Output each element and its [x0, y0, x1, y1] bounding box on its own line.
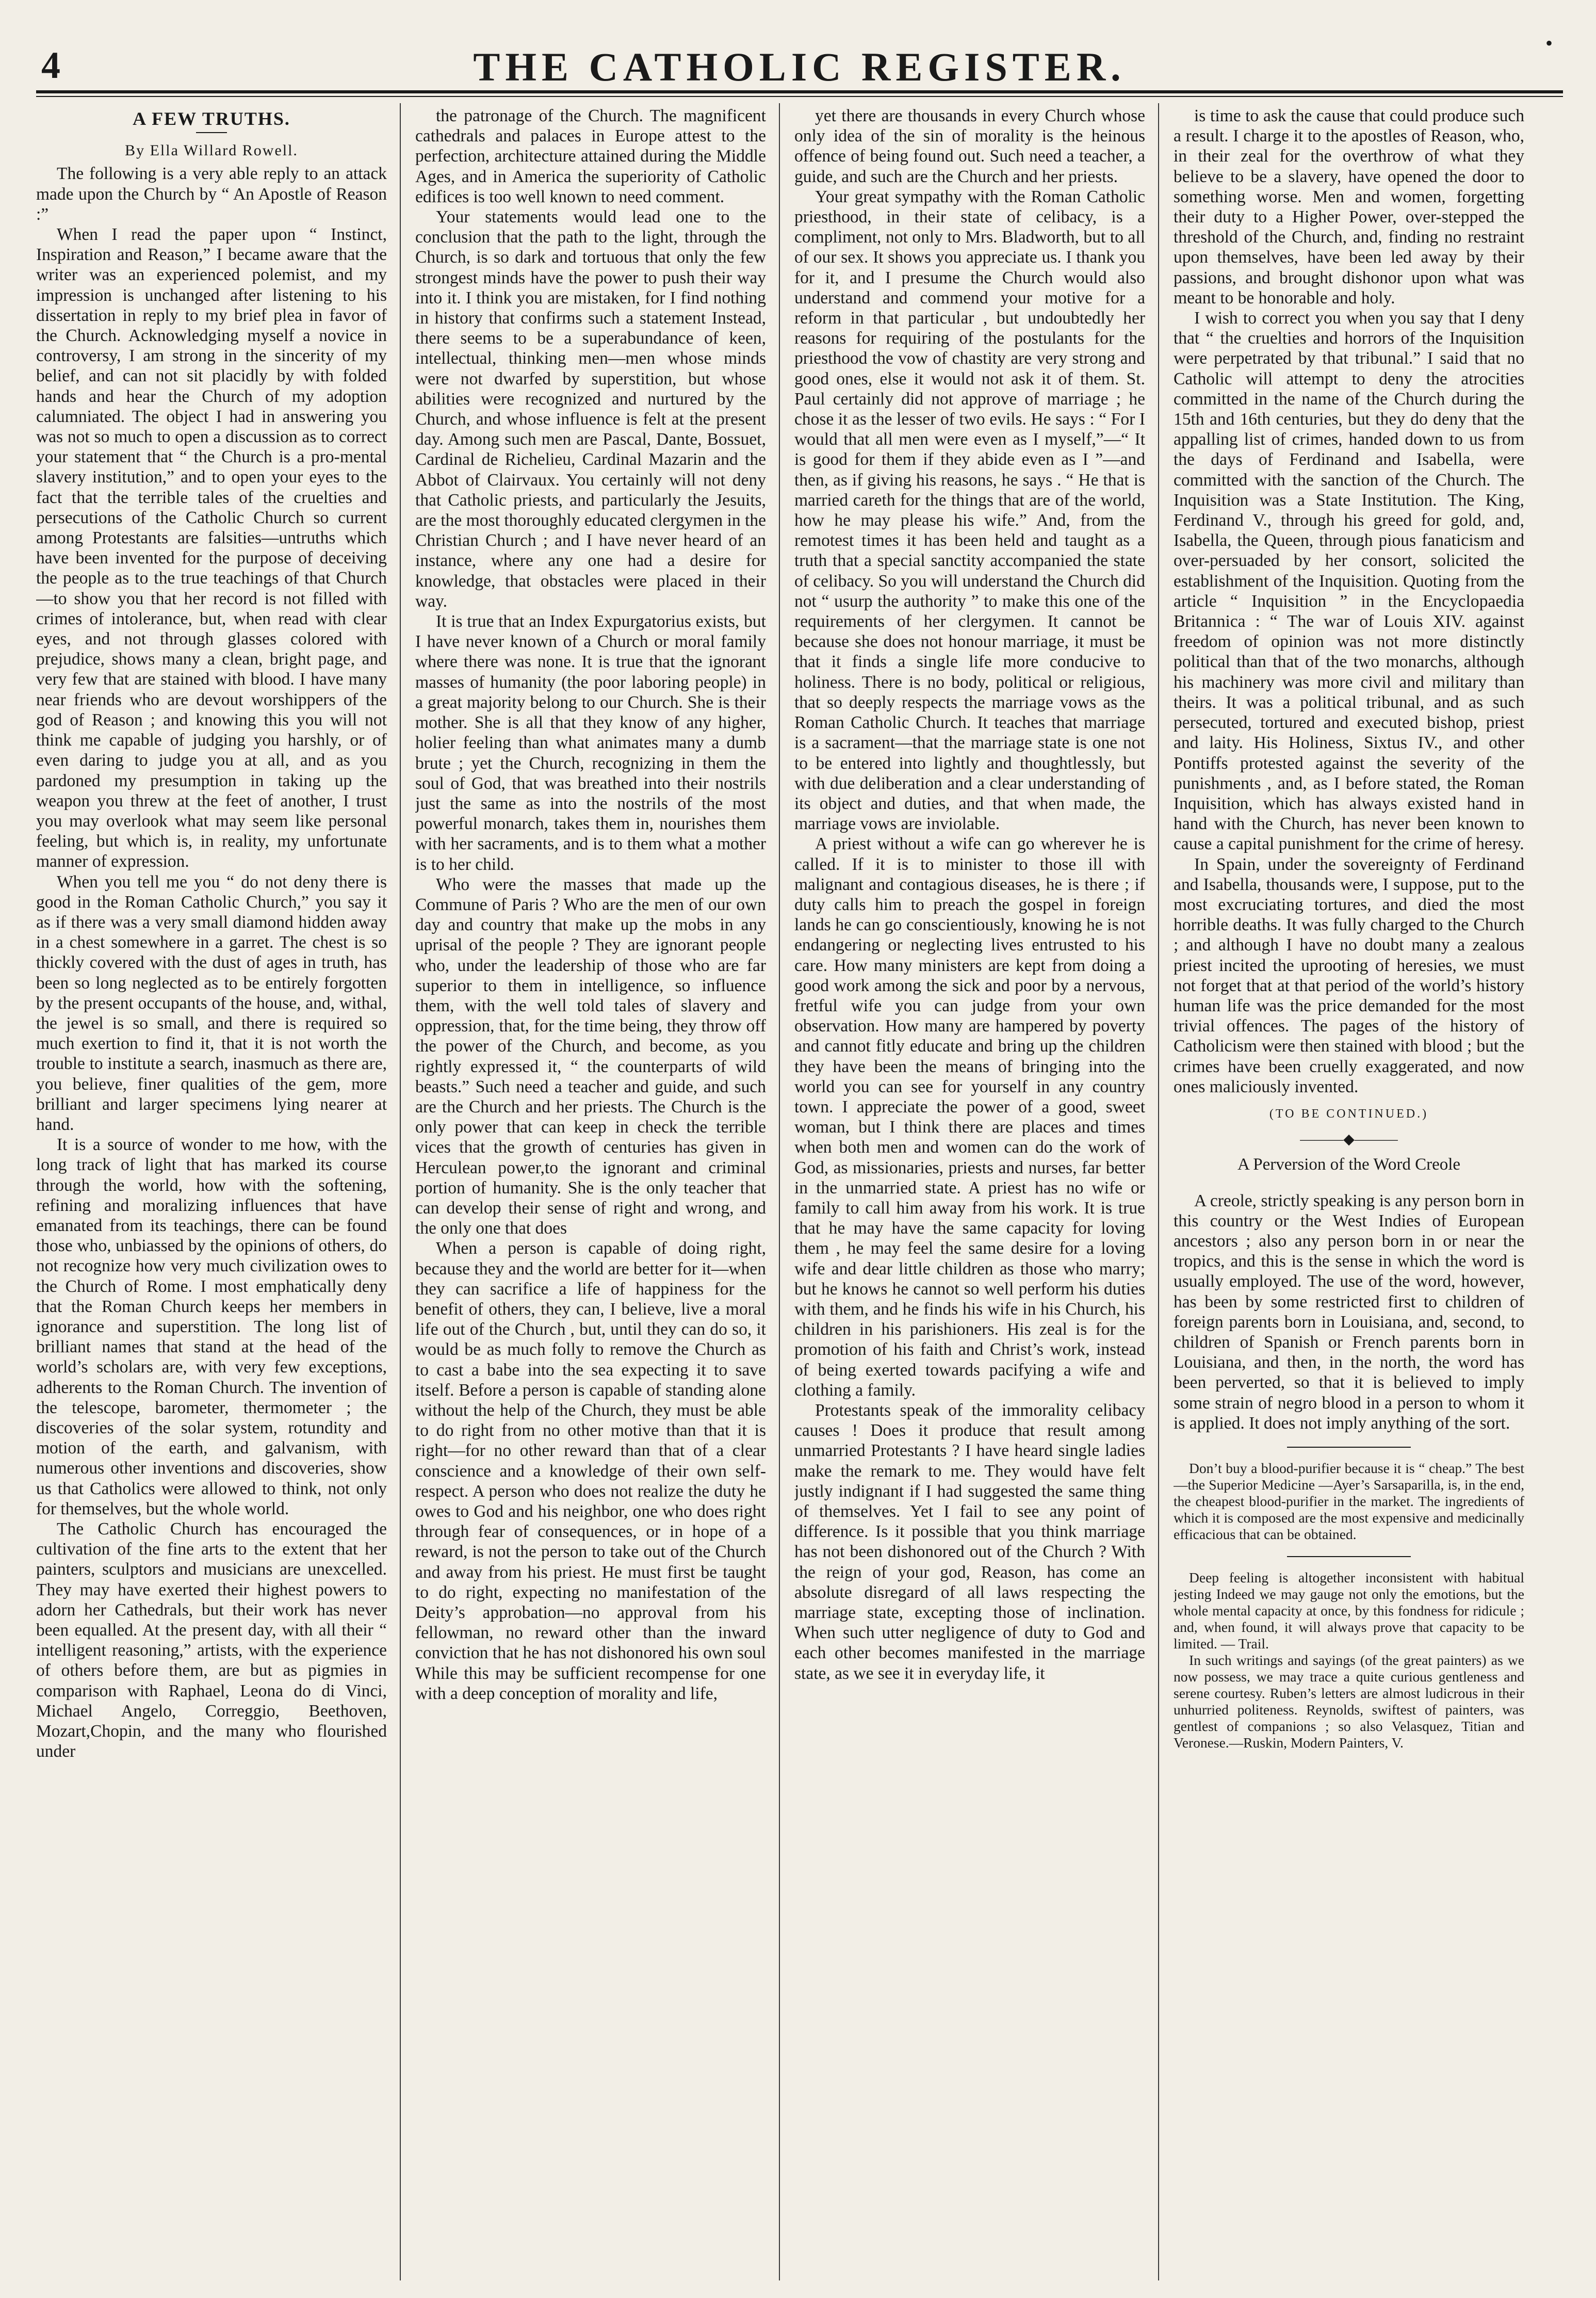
column-2 — [415, 106, 766, 2273]
paragraph: A creole, strictly speaking is any person born in this country or the West Indies of European ancestors ; also any person born in or near the tropics, and this is the sense in which the word is usually employed. The use of the word, however, has been by some restricted first to children of foreign parents born in Louisiana, and, second, to children of Spanish or French parents born in Louisiana, and then, in the north, the word has been perverted, so that it is believed to imply some strain of negro blood in a person to whom it is applied. It does not imply anything of the sort. — [1174, 1191, 1524, 1433]
section-rule — [1287, 1447, 1411, 1448]
corner-dot: • — [1545, 31, 1553, 55]
paragraph: Your statements would lead one to the conclusion that the path to the light, through the Church, is so dark and tortuous that only the few strongest minds have the power to push their way into it. I think you are mistaken, for I find nothing in history that confirms such a statement Instead, there seems to be a superabundance of keen, intellectual, thinking men—men whose minds were not dwarfed by superstition, but whose abilities were recognized and nurtured by the Church, and whose influence is felt at the present day. Among such men are Pascal, Dante, Bossuet, Cardinal de Richelieu, Cardinal Mazarin and the Abbot of Clairvaux. You certainly will not deny that Catholic priests, and particularly the Jesuits, are the most thoroughly educated clergymen in the Christian Church ; and I have never heard of an instance, where any one had a desire for knowledge, that obstacles were placed in their way. — [415, 207, 766, 611]
paragraph: A priest without a wife can go wherever he is called. If it is to minister to those ill with malignant and contagious diseases, he is there ; if duty calls him to preach the gospel in foreign lands he can go conscientiously, knowing he is not endangering or neglecting lives entrusted to his care. How many ministers are kept from doing a good work among the sick and poor by a nervous, fretful wife you can judge from your own observation. How many are hampered by poverty and cannot fitly educate and bring up the children they have been the means of bringing into the world you can see for yourself in any country town. I appreciate the power of a good, sweet woman, but I think there are places and times when both men and women can do the work of God, as missionaries, priests and nurses, far better in the unmarried state. A priest has no wife or family to call him away from his work. It is true that he may have the same capacity for loving them , he may feel the same desire for a loving wife and dear little children as those who marry; but he knows he cannot so well perform his duties with them, and he finds his wife in his Church, his children in his parishioners. His zeal is for the promotion of his faith and Christ’s work, instead of being exerted towards pacifying a wife and clothing a family. — [794, 834, 1145, 1400]
column-divider — [1158, 103, 1159, 2280]
paragraph: The Catholic Church has encouraged the cultivation of the fine arts to the extent that her painters, sculptors and musicians are unexcelled. They may have exerted their highest powers to adorn her Cathedrals, but their work has never been equalled. At the present day, with all their “ intelligent reasoning,” artists, with the experience of others before them, are but as pigmies in comparison with Raphael, Leona do di Vinci, Michael Angelo, Correggio, Beethoven, Mozart,Chopin, and the many who flourished under — [36, 1519, 387, 1761]
headline-rule — [196, 132, 227, 133]
ornament-divider: ———◆——— — [1300, 1131, 1398, 1148]
advertisement — [1174, 1460, 1524, 1543]
article-headline: A FEW TRUTHS. — [133, 108, 290, 129]
paragraph: When a person is capable of doing right, because they and the world are better for it—when they can sacrifice a life of happiness for the benefit of others, they can, I believe, live a moral life out of the Church , but, until they can do so, it would be as much folly to remove the Church as to cast a babe into the sea expecting it to save itself. Before a person is capable of standing alone without the help of the Church, they must be able to do right from no other motive than that it is right—for no other reward than that of a clear conscience and a knowledge of their own self-respect. A person who does not realize the duty he owes to God and his neighbor, one who does right through fear of consequences, or in hope of a reward, is not the person to take out of the Church and away from his priest. He must first be taught to do right, expecting no manifestation of the Deity’s approbation—no approval from his fellowman, no reward other than the inward conviction that he has not dishonored his own soul While this may be sufficient recompense for one with a deep conception of morality and life, — [415, 1239, 766, 1703]
column-4 — [1174, 106, 1524, 2273]
column-divider — [400, 103, 401, 2280]
paragraph: Protestants speak of the immorality celibacy causes ! Does it produce that result among unmarried Protestants ? I have heard single ladies make the remark to me. They would have felt justly indignant if I had suggested the same thing of themselves. Yet I fail to see any point of difference. Is it possible that you think marriage has not been dishonored out of the Church ? With the reign of your god, Reason, has come an absolute disregard of all laws respecting the marriage state, excepting those of inclination. When such utter negligence of duty to God and each other becomes manifested in the marriage state, as we see it in everyday life, it — [794, 1401, 1145, 1683]
page-header — [36, 28, 1563, 90]
paragraph: yet there are thousands in every Church whose only idea of the sin of morality is the heinous offence of being found out. Such need a teacher, a guide, and such are the Church and her priests. — [794, 106, 1145, 186]
paragraph: Your great sympathy with the Roman Catholic priesthood, in their state of celibacy, is a compliment, not only to Mrs. Bladworth, but to all of our sex. It shows you appreciate us. I thank you for it, and I presume the Church would also understand and commend your motive for a reform in that particular , but undoubtedly her reasons for requiring of the postulants for the priesthood the vow of chastity are very strong and good ones, else it would not ask it of them. St. Paul certainly did not approve of marriage ; he chose it as the lesser of two evils. He says : “ For I would that all men were even as I myself,”—“ It is good for them if they abide even as I ”—and then, as if giving his reasons, he says . “ He that is married careth for the things that are of the world, how he may please his wife.” And, from the remotest times it has been held and taught as a truth that a special sanctity accompanied the state of celibacy. So you will understand the Church did not “ usurp the authority ” to make this one of the requirements of her clergymen. It cannot be because she does not honour marriage, it must be that it finds a single life more conducive to holiness. There is no body, political or religious, that so deeply respects the marriage vows as the Roman Catholic Church. It teaches that marriage is a sacrament—that the marriage state is one not to be entered into lightly and thoughtlessly, but with due deliberation and a clear understanding of its object and duties, and that when made, the marriage vows are inviolable. — [794, 187, 1145, 834]
article-byline: By Ella Willard Rowell. — [125, 142, 298, 159]
article-headline: A Perversion of the Word Creole — [1237, 1155, 1461, 1174]
header-rule-thin — [36, 96, 1563, 97]
page-number: 4 — [41, 44, 60, 87]
paragraph: In Spain, under the sovereignty of Ferdinand and Isabella, thousands were, I suppose, put to the most excruciating tortures, and died the most horrible deaths. It was fully charged to the Church ; and although I have no doubt many a zealous priest incited the uprooting of heresies, we must not forget that at that period of the world’s history human life was the price demanded for the most trivial offences. The pages of the history of Catholicism were then stained with blood ; but the crimes have been cruelly exaggerated, and now ones maliciously invented. — [1174, 854, 1524, 1096]
column-divider — [779, 103, 780, 2280]
paragraph: I wish to correct you when you say that I deny that “ the cruelties and horrors of the Inquisition were perpetrated by that tribunal.” I said that no Catholic will attempt to deny the atrocities committed in the name of the Church during the 15th and 16th centuries, but they do deny that the appalling list of crimes, handed down to us from the days of Ferdinand and Isabella, were committed with the sanction of the Church. The Inquisition was a State Institution. The King, Ferdinand V., through his greed for gold, and, Isabella, the Queen, through pious fanaticism and over-persuaded by her consort, solicited the establishment of the Inquisition. Quoting from the article “ Inquisition ” in the Encyclopaedia Britannica : “ The war of Louis XIV. against freedom of opinion was not more distinctly political than that of the two monarchs, although his machinery was more civil and military than theirs. It was a political tribunal, and as such persecuted, tortured and executed bishop, priest and laity. His Holiness, Sixtus IV., and other Pontiffs protested against the severity of the punishments , and, as I before stated, the Roman Inquisition, which has always existed hand in hand with the Church, has never been known to cause a capital punishment for the crime of heresy. — [1174, 309, 1524, 854]
note-text: In such writings and sayings (of the great painters) as we now possess, we may trace a quite curious gentleness and serene courtesy. Ruben’s letters are almost ludicrous in their unhurried politeness. Reynolds, swiftest of painters, was gentlest of companions ; so also Velasquez, Titian and Veronese.—Ruskin, Modern Painters, V. — [1174, 1652, 1524, 1751]
header-rule-heavy — [36, 90, 1563, 93]
paragraph: the patronage of the Church. The magnificent cathedrals and palaces in Europe attest to the perfection, architecture attained during the Middle Ages, and in America the superiority of Catholic edifices is too well known to need comment. — [415, 106, 766, 206]
newspaper-title: THE CATHOLIC REGISTER. — [473, 44, 1126, 89]
filler-note — [1174, 1569, 1524, 1751]
paragraph: When I read the paper upon “ Instinct, Inspiration and Reason,” I became aware that the writer was an experienced polemist, and my impression is unchanged after listening to his dissertation in reply to my brief plea in favor of the Church. Acknowledging myself a novice in controversy, I am strong in the sincerity of my belief, and can not sit placidly by with folded hands and hear the Church of my adoption calumniated. The object I had in answering you was not so much to open a discussion as to correct your statement that “ the Church is a pro-mental slavery institution,” and to open your eyes to the fact that the terrible tales of the cruelties and persecutions of the Catholic Church so current among Protestants are falsities—untruths which have been invented for the purpose of deceiving the people as to the true teachings of that Church—to show you that her record is not filled with crimes of intolerance, but, when read with clear eyes, and not through glasses colored with prejudice, shows many a clean, bright page, and very few that are stained with blood. I have many near friends who are devout worshippers of the god of Reason ; and knowing this you will not think me capable of judging you harshly, or of even daring to judge you at all, and as you pardoned my presumption in taking up the weapon you threw at the feet of another, I trust you may overlook what may seem like personal feeling, but which is, in reality, my unfortunate manner of expression. — [36, 225, 387, 871]
paragraph: It is a source of wonder to me how, with the long track of light that has marked its course through the world, how with the softening, refining and moralizing influences that have emanated from its teachings, there can be found those who, unbiassed by the opinions of others, do not recognize how very much civilization owes to the Church of Rome. I most emphatically deny that the Roman Church keeps her members in ignorance and superstition. The long list of brilliant names that stand at the head of the world’s scholars are, with very few exceptions, adherents to the Roman Church. The invention of the telescope, barometer, thermometer ; the discoveries of the solar system, rotundity and motion of the earth, and galvanism, with numerous other inventions and discoveries, show us that Catholics were allowed to think, not only for themselves, but the whole world. — [36, 1135, 387, 1518]
paragraph: When you tell me you “ do not deny there is good in the Roman Catholic Church,” you say it as if there was a very small diamond hidden away in a chest somewhere in a garret. The chest is so thickly covered with the dust of ages in truth, has been so long neglected as to be entirely forgotten by the present occupants of the house, and, withal, the jewel is so small, and there is required so much exertion to find it, that it is not worth the trouble to institute a search, inasmuch as there are, you believe, finer qualities of the gem, more brilliant and larger specimens lying nearer at hand. — [36, 872, 387, 1134]
paragraph: The following is a very able reply to an attack made upon the Church by “ An Apostle of Reason :” — [36, 164, 387, 224]
paragraph: It is true that an Index Expurgatorius exists, but I have never known of a Church or moral family where there was none. It is true that the ignorant masses of humanity (the poor laboring people) in a great majority belong to our Church. She is their mother. She is all that they know of any higher, holier feeling than what animates many a dumb brute ; yet the Church, recognizing in them the soul of God, that was breathed into their nostrils just the same as into the nostrils of the most powerful monarch, takes them in, nourishes them with her sacraments, and is to them what a mother is to her child. — [415, 612, 766, 874]
note-text: Deep feeling is altogether inconsistent with habitual jesting Indeed we may gauge not only the emotions, but the whole mental capacity at once, by this fondness for ridicule ; and, when found, it will always prove that capacity to be limited. — Trail. — [1174, 1569, 1524, 1652]
section-rule — [1287, 1556, 1411, 1557]
column-1 — [36, 106, 387, 2273]
paragraph: is time to ask the cause that could produce such a result. I charge it to the apostles of Reason, who, in their zeal for the overthrow of what they believe to be a slavery, have opened the door to something worse. Men and women, forgetting their duty to a Higher Power, over-stepped the threshold of the Church, and, finding no restraint upon themselves, have been led away by their passions, and brought dishonor upon what was meant to be honorable and holy. — [1174, 106, 1524, 308]
paragraph: Who were the masses that made up the Commune of Paris ? Who are the men of our own day and country that make up the mobs in any uprisal of the people ? They are ignorant people who, under the leadership of those who are far superior to them in intelligence, so influence them, with the well told tales of slavery and oppression, that, for the time being, they throw off the power of the Church, and become, as you rightly expressed it, “ the counterparts of wild beasts.” Such need a teacher and guide, and such are the Church and her priests. The Church is the only power that can keep in check the terrible vices that the growth of centuries has given in Herculean power,to the ignorant and criminal portion of humanity. She is the only teacher that can develop their sense of right and wrong, and the only one that does — [415, 875, 766, 1238]
ad-text: Don’t buy a blood-purifier because it is “ cheap.” The best—the Superior Medicine —Ayer’s Sarsaparilla, is, in the end, the cheapest blood-purifier in the market. The ingredients of which it is composed are the most expensive and medicinally efficacious that can be obtained. — [1174, 1460, 1524, 1542]
continued-note: (TO BE CONTINUED.) — [1269, 1107, 1429, 1121]
column-3 — [794, 106, 1145, 2273]
